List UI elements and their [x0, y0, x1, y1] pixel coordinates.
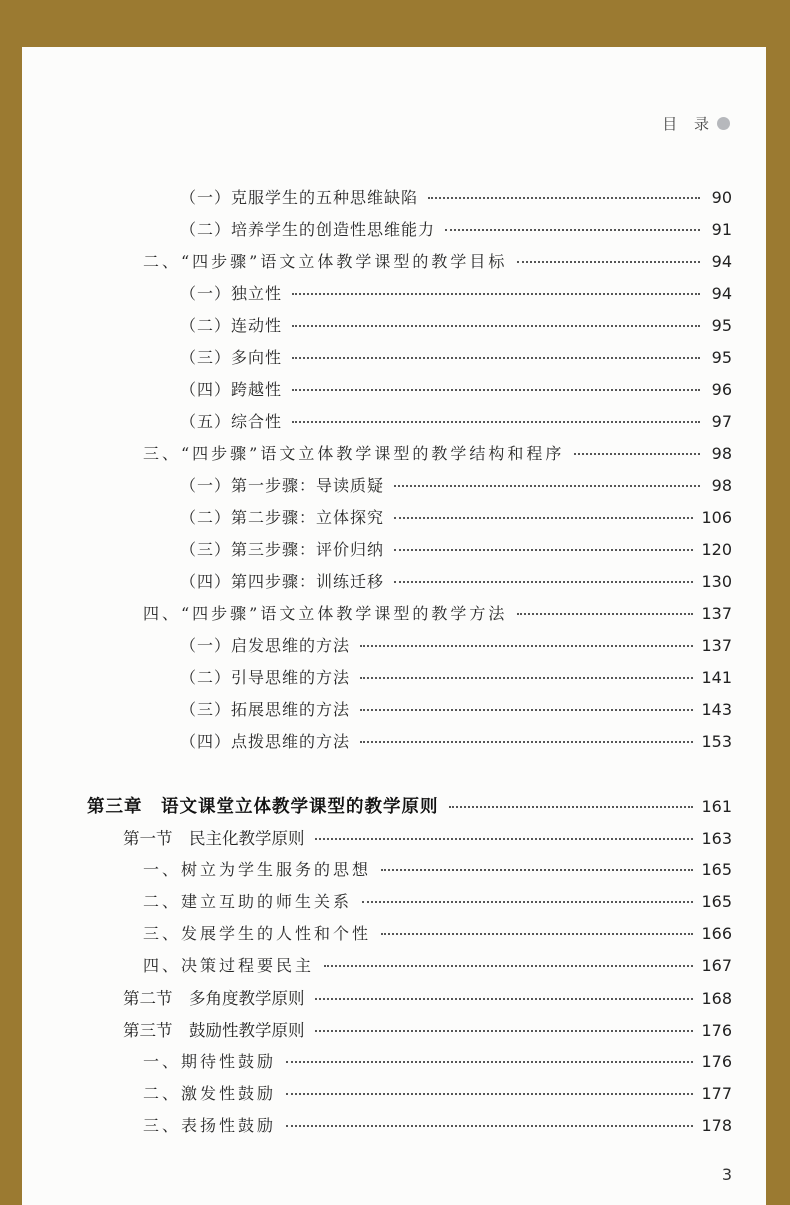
- toc-entry-page: 176: [701, 1021, 732, 1040]
- toc-leader-dots: [360, 709, 693, 711]
- toc-entry-title: （一）第一步骤：导读质疑: [180, 476, 385, 495]
- toc-entry-page: 95: [711, 348, 732, 367]
- toc-entry: [22, 921, 732, 944]
- toc-leader-dots: [360, 677, 693, 679]
- toc-entry-title: （二）第二步骤：立体探究: [180, 508, 385, 527]
- toc-leader-dots: [286, 1125, 693, 1127]
- toc-entry: [22, 345, 732, 368]
- toc-entry-title: 第一节 民主化教学原则: [123, 829, 305, 848]
- toc-entry-title: 第二节 多角度教学原则: [123, 989, 305, 1008]
- toc-entry-page: 167: [701, 956, 732, 975]
- toc-leader-dots: [362, 901, 693, 903]
- toc-entry-page: 165: [701, 892, 732, 911]
- toc-leader-dots: [445, 229, 700, 231]
- toc-leader-dots: [324, 965, 693, 967]
- toc-entry: [22, 505, 732, 528]
- toc-entry-title: （五）综合性: [180, 412, 283, 431]
- toc-entry-page: 91: [711, 220, 732, 239]
- toc-leader-dots: [360, 645, 693, 647]
- toc-entry: [22, 601, 732, 624]
- toc-entry: [22, 697, 732, 720]
- toc-leader-dots: [574, 453, 700, 455]
- book-page: [22, 47, 766, 1205]
- toc-entry-title: 第三节 鼓励性教学原则: [123, 1021, 305, 1040]
- toc-entry-page: 98: [711, 444, 732, 463]
- toc-entry-page: 153: [701, 732, 732, 751]
- toc-leader-dots: [381, 933, 693, 935]
- toc-entry-title: 三、发展学生的人性和个性: [143, 924, 372, 943]
- toc-entry-page: 168: [701, 989, 732, 1008]
- toc-leader-dots: [286, 1061, 693, 1063]
- toc-leader-dots: [292, 293, 700, 295]
- toc-entry-title: 第三章 语文课堂立体教学课型的教学原则: [87, 797, 439, 817]
- toc-entry: [22, 377, 732, 400]
- toc-leader-dots: [315, 998, 694, 1000]
- toc-entry: [22, 281, 732, 304]
- toc-leader-dots: [381, 869, 693, 871]
- toc-entry-page: 163: [701, 829, 732, 848]
- toc-entry-page: 166: [701, 924, 732, 943]
- toc-entry-title: 三、表扬性鼓励: [143, 1116, 277, 1135]
- toc-entry-title: 一、期待性鼓励: [143, 1052, 277, 1071]
- toc-entry-title: （二）培养学生的创造性思维能力: [180, 220, 436, 239]
- toc-entry: [22, 473, 732, 496]
- toc-entry-page: 165: [701, 860, 732, 879]
- toc-entry-title: （四）点拨思维的方法: [180, 732, 351, 751]
- toc-leader-dots: [394, 517, 693, 519]
- toc-entry-title: 四、“四步骤”语文立体教学课型的教学方法: [143, 604, 508, 623]
- toc-entry-page: 95: [711, 316, 732, 335]
- toc-entry-title: （一）独立性: [180, 284, 283, 303]
- toc-entry-title: （一）克服学生的五种思维缺陷: [180, 188, 419, 207]
- toc-entry: [22, 953, 732, 976]
- toc-entry-title: （三）第三步骤：评价归纳: [180, 540, 385, 559]
- toc-entry-page: 137: [701, 604, 732, 623]
- toc-entry-page: 137: [701, 636, 732, 655]
- toc-entry: [22, 729, 732, 752]
- toc-entry-page: 90: [711, 188, 732, 207]
- toc-chapter: [22, 793, 732, 818]
- toc-entry: [22, 313, 732, 336]
- toc-entry-title: （三）拓展思维的方法: [180, 700, 351, 719]
- toc-entry-page: 94: [711, 252, 732, 271]
- toc-entry-page: 94: [711, 284, 732, 303]
- toc-entry-page: 141: [701, 668, 732, 687]
- toc-entry-title: 二、“四步骤”语文立体教学课型的教学目标: [143, 252, 508, 271]
- toc-entry-page: 177: [701, 1084, 732, 1103]
- toc-entry: [22, 1113, 732, 1136]
- toc-entry-title: 三、“四步骤”语文立体教学课型的教学结构和程序: [143, 444, 565, 463]
- toc-entry: [22, 441, 732, 464]
- toc-entry-page: 120: [701, 540, 732, 559]
- toc-leader-dots: [394, 581, 693, 583]
- toc-leader-dots: [394, 549, 693, 551]
- toc-entry-title: 二、激发性鼓励: [143, 1084, 277, 1103]
- toc-entry-page: 97: [711, 412, 732, 431]
- toc-entry-page: 96: [711, 380, 732, 399]
- running-header: [662, 113, 730, 134]
- toc-entry: [22, 569, 732, 592]
- toc-leader-dots: [292, 325, 700, 327]
- toc-entry: [22, 889, 732, 912]
- toc-leader-dots: [394, 485, 700, 487]
- toc-entry-page: 178: [701, 1116, 732, 1135]
- toc-leader-dots: [286, 1093, 693, 1095]
- toc-entry-title: （二）引导思维的方法: [180, 668, 351, 687]
- toc-entry: [22, 249, 732, 272]
- toc-entry-page: 176: [701, 1052, 732, 1071]
- header-title: 目 录: [662, 115, 715, 133]
- toc-entry: [22, 537, 732, 560]
- toc-entry: [22, 1081, 732, 1104]
- toc-entry: [22, 1049, 732, 1072]
- toc-entry: [22, 185, 732, 208]
- toc-entry-title: 二、建立互助的师生关系: [143, 892, 353, 911]
- toc-entry: [22, 217, 732, 240]
- toc-leader-dots: [360, 741, 693, 743]
- toc-entry-title: （三）多向性: [180, 348, 283, 367]
- toc-entry-title: （一）启发思维的方法: [180, 636, 351, 655]
- toc-leader-dots: [449, 806, 694, 808]
- toc-leader-dots: [292, 357, 700, 359]
- toc-leader-dots: [315, 1030, 694, 1032]
- toc-leader-dots: [517, 613, 693, 615]
- toc-leader-dots: [292, 389, 700, 391]
- toc-entry: [22, 409, 732, 432]
- toc-leader-dots: [292, 421, 700, 423]
- toc-section: [22, 825, 732, 849]
- toc-entry-title: （二）连动性: [180, 316, 283, 335]
- toc-entry-page: 98: [711, 476, 732, 495]
- toc-section: [22, 1017, 732, 1041]
- toc-entry-page: 161: [701, 797, 732, 816]
- toc-leader-dots: [315, 838, 694, 840]
- toc-entry-page: 130: [701, 572, 732, 591]
- page-number: 3: [721, 1165, 732, 1184]
- toc-leader-dots: [517, 261, 700, 263]
- toc-entry: [22, 857, 732, 880]
- toc-entry-page: 106: [701, 508, 732, 527]
- toc-entry-title: （四）跨越性: [180, 380, 283, 399]
- toc-entry: [22, 633, 732, 656]
- toc-entry-title: （四）第四步骤：训练迁移: [180, 572, 385, 591]
- toc-entry: [22, 665, 732, 688]
- header-dot-icon: [717, 117, 730, 130]
- toc-entry-page: 143: [701, 700, 732, 719]
- toc-entry-title: 一、树立为学生服务的思想: [143, 860, 372, 879]
- toc-entry-title: 四、决策过程要民主: [143, 956, 315, 975]
- toc-leader-dots: [428, 197, 700, 199]
- toc-section: [22, 985, 732, 1009]
